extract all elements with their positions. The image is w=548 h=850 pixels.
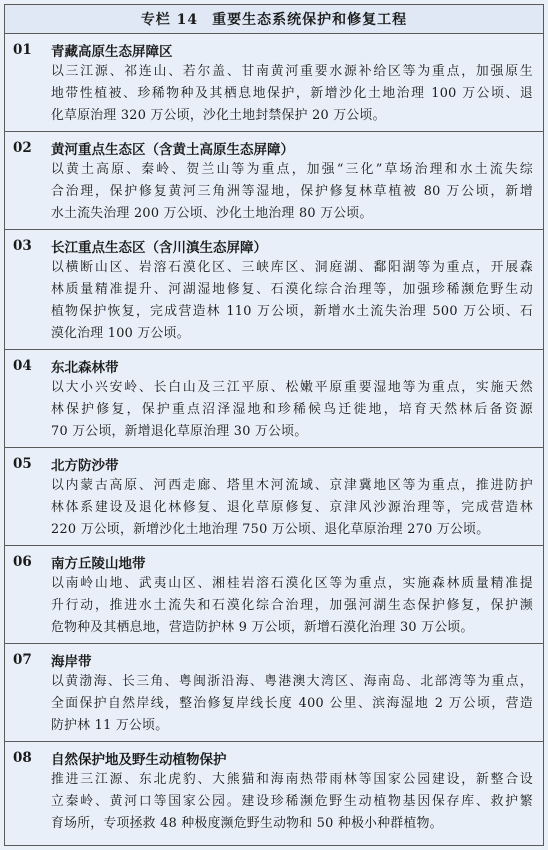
body-line: 合治理，保护修复黄河三角洲等湿地，保护修复林草植被 80 万公顷，新增 xyxy=(51,184,533,199)
section-08 xyxy=(5,742,543,839)
section-heading xyxy=(13,747,533,769)
section-body xyxy=(13,671,533,737)
section-title: 自然保护地及野生动植物保护 xyxy=(51,752,227,768)
section-heading xyxy=(13,551,533,573)
body-line: 以黄渤海、长三角、粤闽浙沿海、粤港澳大湾区、海南岛、北部湾等为重点， xyxy=(51,674,533,689)
body-line: 以内蒙古高原、河西走廊、塔里木河流域、京津冀地区等为重点，推进防护 xyxy=(51,478,533,493)
section-title: 青藏高原生态屏障区 xyxy=(51,44,173,60)
section-06 xyxy=(5,546,543,644)
section-body xyxy=(13,475,533,541)
section-07 xyxy=(5,644,543,742)
section-number: 01 xyxy=(13,42,32,58)
body-line: 以大小兴安岭、长白山及三江平原、松嫩平原重要湿地等为重点，实施天然 xyxy=(51,380,533,395)
section-body xyxy=(13,61,533,127)
section-body xyxy=(13,257,533,345)
section-heading xyxy=(13,649,533,671)
body-line: 推进三江源、东北虎豹、大熊猫和海南热带雨林等国家公园建设，新整合设 xyxy=(51,772,533,787)
section-number: 03 xyxy=(13,238,32,254)
box-title: 重要生态系统保护和修复工程 xyxy=(212,12,408,28)
body-line: 以三江源、祁连山、若尔盖、甘南黄河重要水源补给区等为重点，加强原生 xyxy=(51,64,533,79)
section-body xyxy=(13,159,533,225)
section-list xyxy=(5,34,543,839)
section-number: 05 xyxy=(13,456,32,472)
body-line: 化草原治理 320 万公顷，沙化土地封禁保护 20 万公顷。 xyxy=(51,108,386,123)
body-line: 植物保护恢复，完成营造林 110 万公顷，新增水土流失治理 500 万公顷、石 xyxy=(51,304,533,319)
body-line: 70 万公顷，新增退化草原治理 30 万公顷。 xyxy=(51,424,308,439)
section-03 xyxy=(5,230,543,350)
section-title: 北方防沙带 xyxy=(51,458,119,474)
body-line: 以横断山区、岩溶石漠化区、三峡库区、洞庭湖、鄱阳湖等为重点，开展森 xyxy=(51,260,533,275)
section-number: 02 xyxy=(13,140,32,156)
section-title: 南方丘陵山地带 xyxy=(51,556,146,572)
body-line: 林保护修复，保护重点沼泽湿地和珍稀候鸟迁徙地，培育天然林后备资源 xyxy=(51,402,533,417)
body-line: 漠化治理 100 万公顷。 xyxy=(51,326,190,341)
body-line: 林质量精准提升、河湖湿地修复、石漠化综合治理等，加强珍稀濒危野生动 xyxy=(51,282,533,297)
feature-box xyxy=(4,4,544,846)
section-heading xyxy=(13,39,533,61)
section-title: 黄河重点生态区（含黄土高原生态屏障） xyxy=(51,142,294,158)
section-title: 长江重点生态区（含川滇生态屏障） xyxy=(51,240,267,256)
body-line: 220 万公顷，新增沙化土地治理 750 万公顷、退化草原治理 270 万公顷。 xyxy=(51,522,490,537)
section-body xyxy=(13,769,533,835)
body-line: 育场所，专项拯救 48 种极度濒危野生动物和 50 种极小种群植物。 xyxy=(51,816,443,831)
section-number: 07 xyxy=(13,652,32,668)
section-title: 海岸带 xyxy=(51,654,92,670)
body-line: 立秦岭、黄河口等国家公园。建设珍稀濒危野生动植物基因保存库、救护繁 xyxy=(51,794,533,809)
body-line: 林体系建设及退化林修复、退化草原修复、京津风沙源治理等，完成营造林 xyxy=(51,500,533,515)
section-title: 东北森林带 xyxy=(51,360,119,376)
section-body xyxy=(13,377,533,443)
box-label: 专栏 14 xyxy=(140,12,199,28)
body-line: 全面保护自然岸线，整治修复岸线长度 400 公里、滨海湿地 2 万公顷，营造 xyxy=(51,696,533,711)
body-line: 危物种及其栖息地，营造防护林 9 万公顷，新增石漠化治理 30 万公顷。 xyxy=(51,620,474,635)
section-number: 06 xyxy=(13,554,32,570)
box-title-bar xyxy=(5,5,543,34)
body-line: 水土流失治理 200 万公顷、沙化土地治理 80 万公顷。 xyxy=(51,206,373,221)
body-line: 升行动，推进水土流失和石漠化综合治理，加强河湖生态保护修复，保护濒 xyxy=(51,598,533,613)
body-line: 以黄土高原、秦岭、贺兰山等为重点，加强“三化”草场治理和水土流失综 xyxy=(51,162,533,177)
section-01 xyxy=(5,34,543,132)
body-line: 防护林 11 万公顷。 xyxy=(51,718,169,733)
section-05 xyxy=(5,448,543,546)
section-heading xyxy=(13,355,533,377)
section-04 xyxy=(5,350,543,448)
body-line: 以南岭山地、武夷山区、湘桂岩溶石漠化区等为重点，实施森林质量精准提 xyxy=(51,576,533,591)
section-02 xyxy=(5,132,543,230)
body-line: 地带性植被、珍稀物种及其栖息地保护，新增沙化土地治理 100 万公顷、退 xyxy=(51,86,533,101)
section-heading xyxy=(13,137,533,159)
section-heading xyxy=(13,235,533,257)
section-number: 08 xyxy=(13,750,32,766)
section-number: 04 xyxy=(13,358,32,374)
section-body xyxy=(13,573,533,639)
section-heading xyxy=(13,453,533,475)
